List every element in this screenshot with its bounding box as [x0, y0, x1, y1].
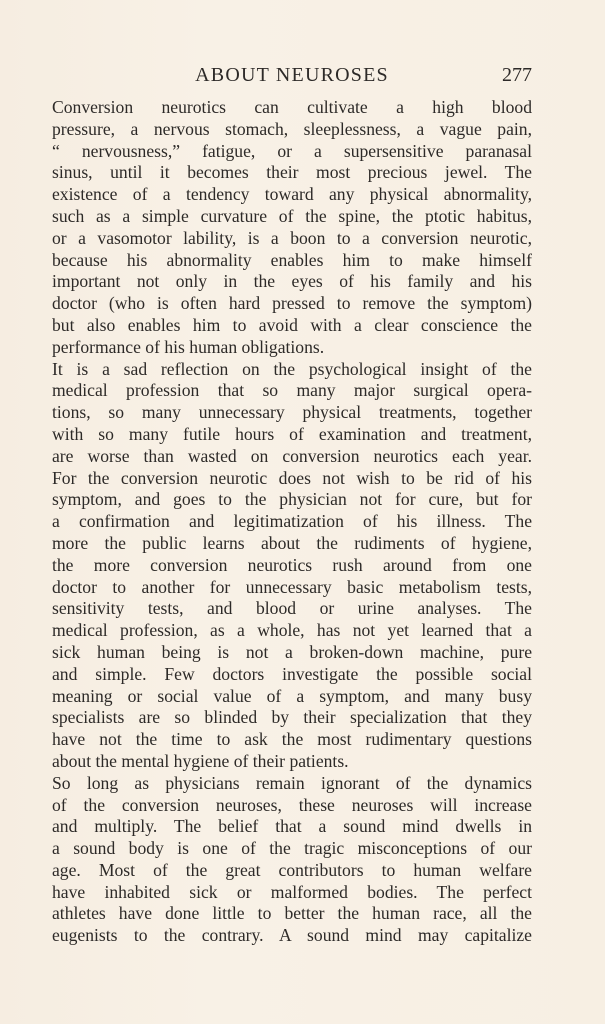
paragraph-3 [52, 773, 532, 947]
paragraph-1-line-12: performance of his human obligations. [52, 336, 325, 357]
paragraph-3-line-8: eugenists to the contrary. A sound mind may capitalize [52, 925, 532, 946]
paragraph-2-line-12: sensitivity tests, and blood or urine analyses. The [52, 598, 532, 619]
paragraph-2-line-17: specialists are so blinded by their specialization that they [52, 707, 532, 728]
paragraph-1-line-2: pressure, a nervous stomach, sleeplessness, a vague pain, [52, 118, 532, 139]
page-header [52, 60, 532, 90]
paragraph-1-line-1: Conversion neurotics can cultivate a high blood [52, 97, 532, 117]
paragraph-3-line-2: of the conversion neuroses, these neuroses will increase [52, 794, 532, 815]
paragraph-2-line-16: meaning or social value of a symptom, and many busy [52, 685, 532, 706]
paragraph-2-line-4: with so many futile hours of examination and treatment, [52, 423, 532, 444]
paragraph-1-line-10: doctor (who is often hard pressed to remove the symptom) [52, 293, 532, 314]
page-number: 277 [502, 64, 532, 86]
paragraph-1-line-7: or a vasomotor lability, is a boon to a conversion neurotic, [52, 227, 532, 248]
paragraph-2-line-13: medical profession, as a whole, has not yet learned that a [52, 620, 532, 641]
paragraph-3-line-4: a sound body is one of the tragic misconceptions of our [52, 838, 532, 859]
paragraph-1-line-6: such as a simple curvature of the spine, the ptotic habitus, [52, 205, 532, 226]
paragraph-2-line-1: It is a sad reflection on the psychological insight of the [52, 358, 532, 379]
paragraph-1-line-5: existence of a tendency toward any physical abnormality, [52, 184, 532, 205]
paragraph-1-line-3: “ nervousness,” fatigue, or a supersensitive paranasal [52, 140, 532, 161]
paragraph-2-line-6: For the conversion neurotic does not wish to be rid of his [52, 467, 532, 488]
paragraph-2-line-18: have not the time to ask the most rudimentary questions [52, 729, 532, 750]
paragraph-2-line-3: tions, so many unnecessary physical treatments, together [52, 402, 532, 423]
running-head: ABOUT NEUROSES [195, 64, 389, 86]
paragraph-3-line-6: have inhabited sick or malformed bodies. The perfect [52, 881, 532, 902]
paragraph-2-line-19: about the mental hygiene of their patients. [52, 750, 349, 771]
paragraph-1 [52, 97, 532, 359]
paragraph-2-line-7: symptom, and goes to the physician not for cure, but for [52, 489, 532, 510]
paragraph-3-line-1: So long as physicians remain ignorant of the dynamics [52, 772, 532, 793]
paragraph-2-line-10: the more conversion neurotics rush around from one [52, 554, 532, 575]
paragraph-2-line-14: sick human being is not a broken-down machine, pure [52, 641, 532, 662]
paragraph-3-line-7: athletes have done little to better the human race, all the [52, 903, 532, 924]
paragraph-1-line-11: but also enables him to avoid with a clear conscience the [52, 314, 532, 335]
paragraph-2-line-11: doctor to another for unnecessary basic metabolism tests, [52, 576, 532, 597]
paragraph-2-line-8: a confirmation and legitimatization of his illness. The [52, 511, 532, 532]
paragraph-1-line-4: sinus, until it becomes their most precious jewel. The [52, 162, 532, 183]
paragraph-2-line-5: are worse than wasted on conversion neurotics each year. [52, 445, 532, 466]
paragraph-2-line-2: medical profession that so many major surgical opera- [52, 380, 532, 401]
paragraph-3-line-3: and multiply. The belief that a sound mind dwells in [52, 816, 532, 837]
paragraph-2 [52, 359, 532, 773]
paragraph-1-line-9: important not only in the eyes of his family and his [52, 271, 532, 292]
body-text [52, 97, 532, 947]
paragraph-2-line-15: and simple. Few doctors investigate the possible social [52, 663, 532, 684]
paragraph-2-line-9: more the public learns about the rudiments of hygiene, [52, 532, 532, 553]
paragraph-3-line-5: age. Most of the great contributors to human welfare [52, 859, 532, 880]
paragraph-1-line-8: because his abnormality enables him to make himself [52, 249, 532, 270]
